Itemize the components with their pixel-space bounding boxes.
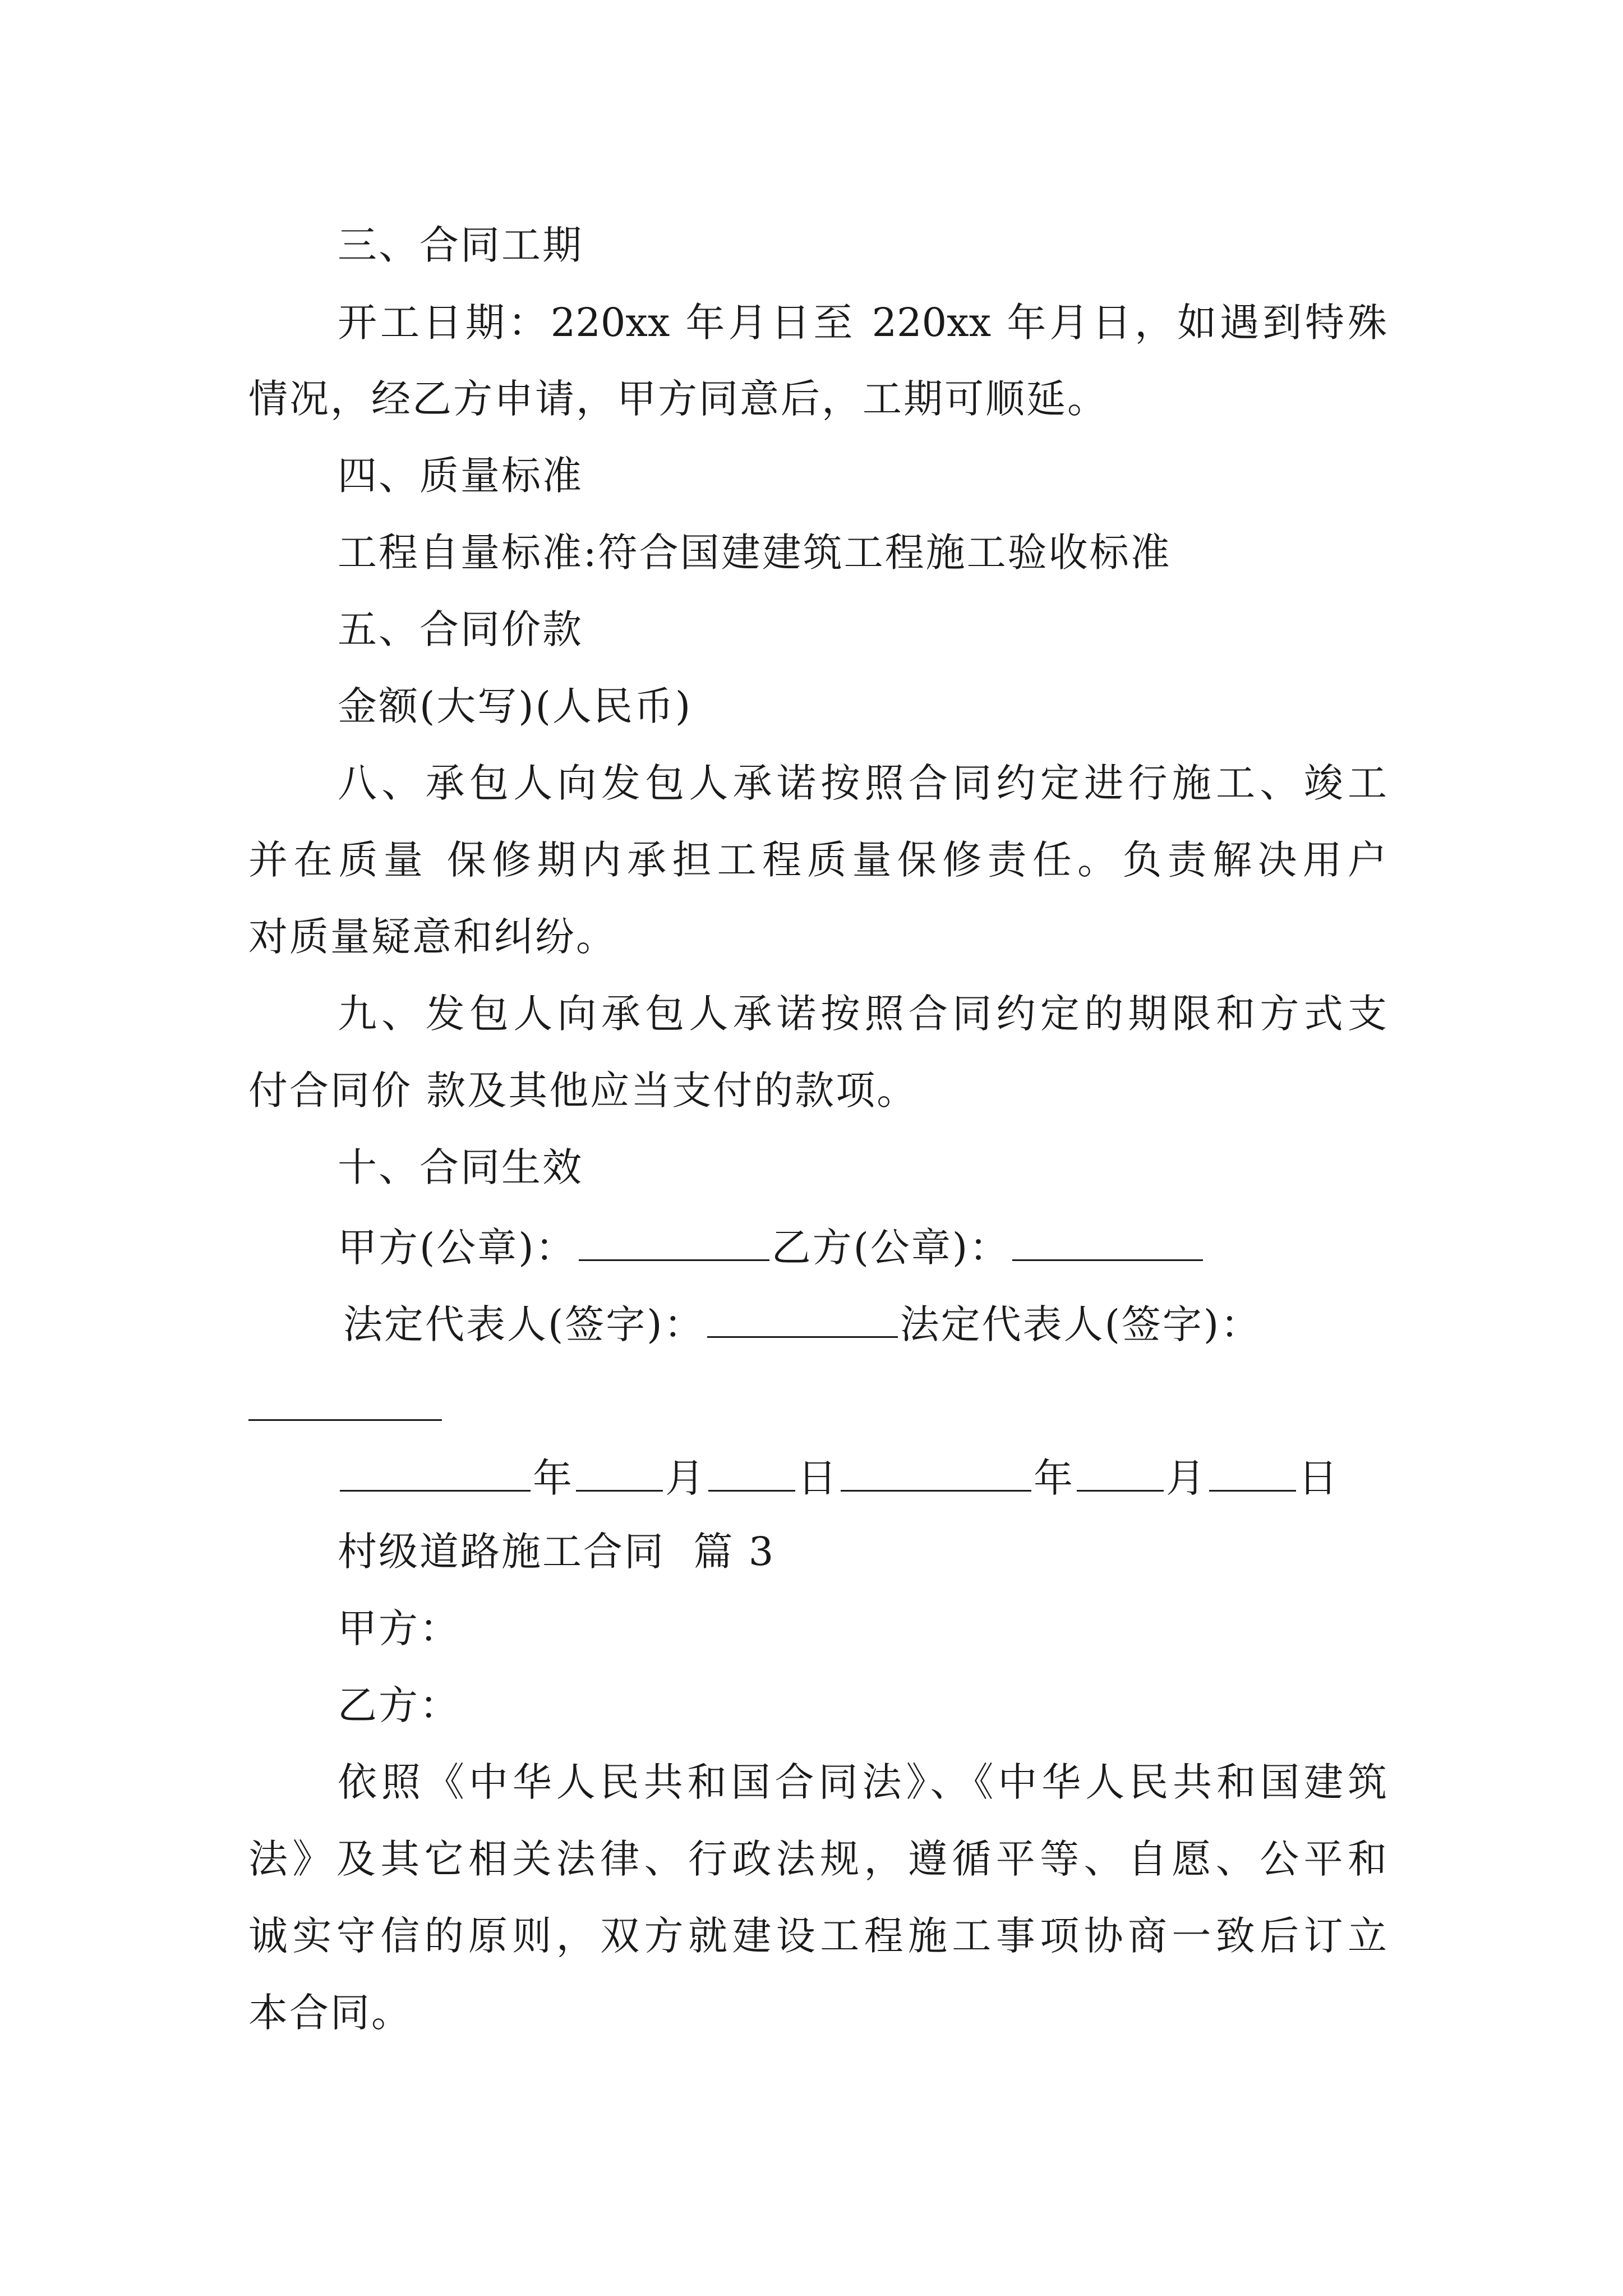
party-b-seal-blank [1012, 1225, 1203, 1261]
party-a-rep-blank [707, 1301, 898, 1338]
month-b-label: 月 [1166, 1455, 1207, 1501]
section-3-body-line-1: 开工日期：220xx 年月日至 220xx 年月日，如遇到特殊 [338, 300, 1387, 346]
day-b-label: 日 [1298, 1455, 1339, 1501]
party-a-seal-blank [579, 1225, 769, 1261]
year-a-blank [340, 1455, 531, 1492]
section-4-body: 工程自量标准:符合国建建筑工程施工验收标准 [338, 530, 1172, 576]
party-b-rep-label: 法定代表人(签字)： [900, 1301, 1262, 1347]
section-3-title: 三、合同工期 [338, 222, 583, 268]
party-a-seal-label: 甲方(公章)： [338, 1225, 577, 1271]
section-5-title: 五、合同价款 [338, 606, 583, 652]
date-line [338, 1455, 1339, 1501]
seal-line [338, 1225, 1205, 1271]
year-b-blank [841, 1455, 1031, 1492]
month-a-blank [576, 1455, 663, 1492]
section-9-body-line-1: 九、发包人向承包人承诺按照合同约定的期限和方式支 [338, 991, 1387, 1037]
party-b-seal-label: 乙方(公章)： [771, 1225, 1011, 1271]
representative-line [343, 1301, 1262, 1347]
party-b-label: 乙方： [338, 1682, 460, 1728]
preamble-line-1: 依照《中华人民共和国合同法》、《中华人民共和国建筑 [338, 1759, 1387, 1805]
preamble-line-2: 法》及其它相关法律、行政法规，遵循平等、自愿、公平和 [248, 1836, 1387, 1882]
part-3-title: 村级道路施工合同 篇 3 [338, 1529, 776, 1575]
section-8-body-line-1: 八、承包人向发包人承诺按照合同约定进行施工、竣工 [338, 760, 1387, 806]
party-b-rep-blank [248, 1419, 442, 1421]
year-b-label: 年 [1034, 1455, 1075, 1501]
day-a-blank [708, 1455, 795, 1492]
section-8-body-line-3: 对质量疑意和纠纷。 [248, 914, 617, 960]
section-4-title: 四、质量标准 [338, 453, 583, 499]
preamble-line-3: 诚实守信的原则，双方就建设工程施工事项协商一致后订立 [248, 1913, 1387, 1959]
party-a-label: 甲方： [338, 1605, 460, 1651]
section-9-body-line-2: 付合同价 款及其他应当支付的款项。 [248, 1068, 918, 1114]
section-3-body-line-2: 情况，经乙方申请，甲方同意后，工期可顺延。 [248, 376, 1108, 422]
day-b-blank [1209, 1455, 1296, 1492]
month-a-label: 月 [665, 1455, 706, 1501]
year-a-label: 年 [533, 1455, 574, 1501]
month-b-blank [1077, 1455, 1164, 1492]
preamble-line-4: 本合同。 [248, 1990, 412, 2036]
day-a-label: 日 [797, 1455, 838, 1501]
section-10-title: 十、合同生效 [338, 1144, 583, 1190]
section-8-body-line-2: 并在质量 保修期内承担工程质量保修责任。负责解决用户 [248, 837, 1387, 883]
party-a-rep-label: 法定代表人(签字)： [343, 1301, 705, 1347]
section-5-body: 金额(大写)(人民币) [338, 683, 693, 729]
